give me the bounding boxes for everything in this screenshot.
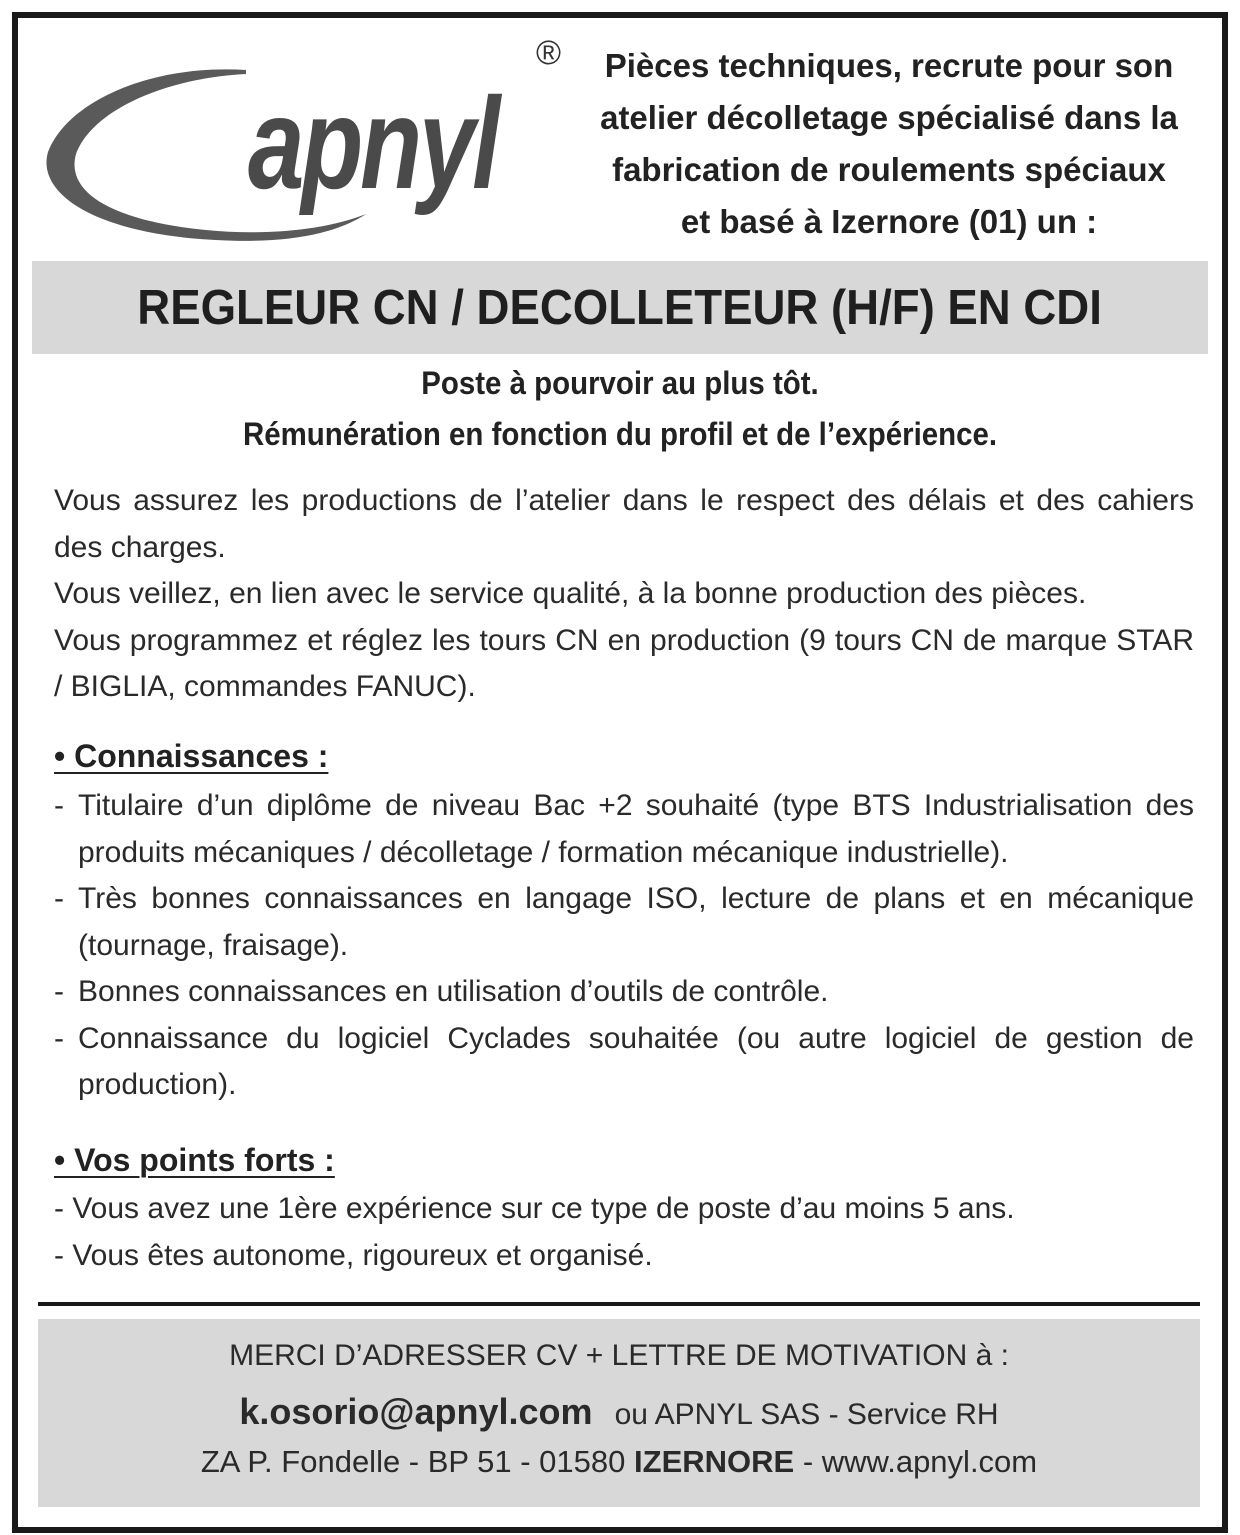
description-paragraph: Vous assurez les productions de l’atelier dans le respect des délais et des cahiers des charges. (54, 484, 1194, 564)
registered-mark: ® (536, 34, 562, 72)
website-link[interactable]: - www.apnyl.com (802, 1444, 1038, 1479)
list-item: - Connaissance du logiciel Cyclades souhaitée (ou autre logiciel de gestion de production). (54, 1021, 1194, 1101)
address-line (38, 1444, 1200, 1480)
list-item: - Titulaire d’un diplôme de niveau Bac +2 souhaité (type BTS Industrialisation des produits mécaniques / décolletage / formation mécanique industrielle). (54, 789, 1194, 869)
city: IZERNORE (634, 1444, 795, 1479)
intro-line: fabrication de roulements spéciaux (612, 151, 1166, 188)
strengths-list (54, 1186, 1194, 1279)
alt-recipient: ou APNYL SAS - Service RH (614, 1398, 999, 1431)
knowledge-list (54, 783, 1194, 1109)
list-item: - Vous êtes autonome, rigoureux et organisé. (54, 1238, 653, 1272)
logo-wordmark: apnyl (248, 70, 498, 216)
description-paragraph: Vous programmez et réglez les tours CN en production (9 tours CN de marque STAR / BIGLIA, commandes FANUC). (54, 623, 1194, 703)
strengths-heading: • Vos points forts : (54, 1142, 335, 1178)
list-item: - Très bonnes connaissances en langage ISO, lecture de plans et en mécanique (tournage, fraisage). (54, 882, 1194, 962)
availability-text: Poste à pourvoir au plus tôt. (421, 365, 819, 401)
knowledge-heading: • Connaissances : (54, 738, 329, 774)
divider (38, 1302, 1200, 1306)
contact-email-line (38, 1391, 1200, 1433)
list-item: - Bonnes connaissances en utilisation d’outils de contrôle. (54, 975, 829, 1008)
job-description (54, 478, 1194, 711)
intro-line: atelier décolletage spécialisé dans la (600, 99, 1178, 136)
intro-text (584, 40, 1194, 248)
contact-box (38, 1319, 1200, 1507)
salary-text: Rémunération en fonction du profil et de l’expérience. (242, 416, 998, 452)
job-title: REGLEUR CN / DECOLLETEUR (H/F) EN CDI (137, 280, 1103, 335)
email-link[interactable]: k.osorio@apnyl.com (239, 1391, 593, 1432)
description-paragraph: Vous veillez, en lien avec le service qualité, à la bonne production des pièces. (54, 577, 1087, 610)
list-item: - Vous avez une 1ère expérience sur ce type de poste d’au moins 5 ans. (54, 1192, 1015, 1225)
postal-address: ZA P. Fondelle - BP 51 - 01580 (200, 1444, 626, 1479)
job-title-band (32, 261, 1208, 354)
application-instructions: MERCI D’ADRESSER CV + LETTRE DE MOTIVATION à : (229, 1339, 1009, 1372)
intro-line: Pièces techniques, recrute pour son (604, 47, 1174, 84)
apnyl-logo (36, 34, 576, 254)
intro-line: et basé à Izernore (01) un : (680, 203, 1098, 240)
